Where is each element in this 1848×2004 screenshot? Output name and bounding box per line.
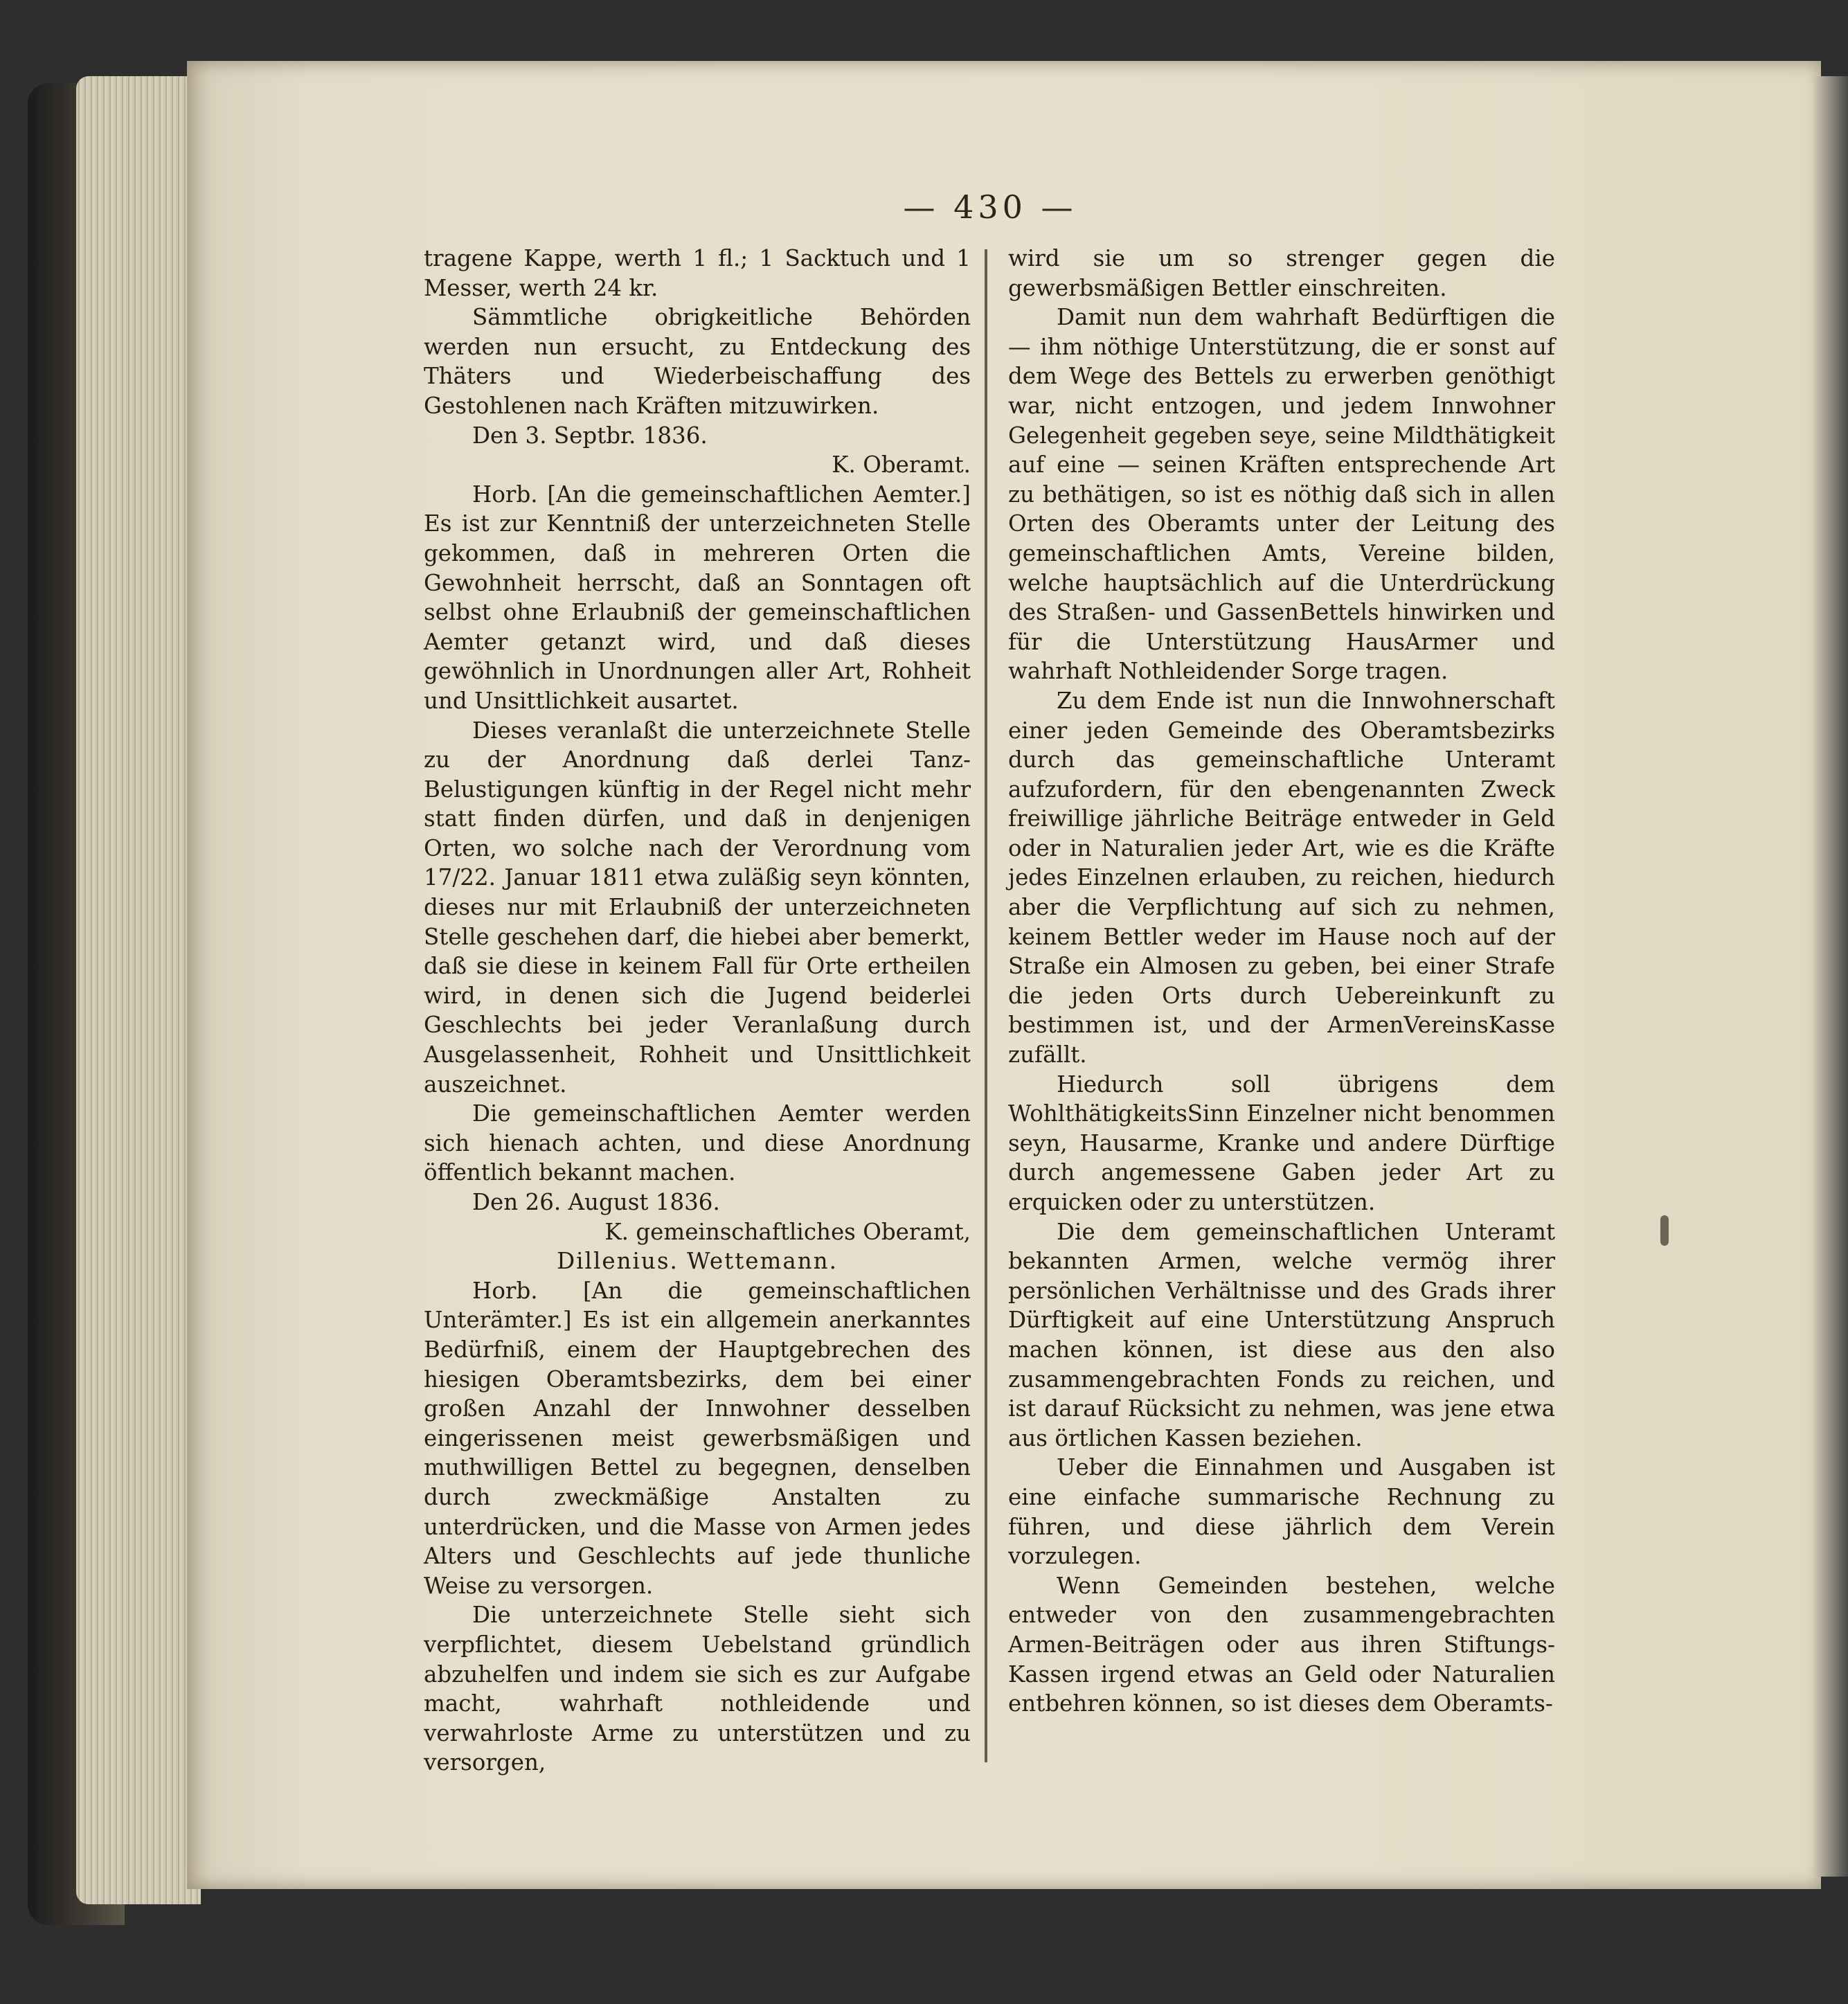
- paragraph: tragene Kappe, werth 1 fl.; 1 Sacktuch und 1 Messer, werth 24 kr.: [424, 245, 971, 301]
- column-divider: [985, 249, 987, 1762]
- page-edges: [76, 76, 201, 1904]
- paragraph: Dillenius. Wettemann.: [557, 1248, 838, 1275]
- paragraph: Hiedurch soll übrigens dem WohlthätigkeitsSinn Einzelner nicht benommen seyn, Hausarme, Kranke und andere Dürftige durch angemessene Gaben jeder Art zu erquicken oder zu unterstützen.: [1008, 1071, 1555, 1215]
- paragraph: K. gemeinschaftliches Oberamt,: [604, 1218, 971, 1245]
- left-column: [424, 244, 971, 1778]
- paragraph: Zu dem Ende ist nun die Innwohnerschaft einer jeden Gemeinde des Oberamtsbezirks durch das gemeinschaftliche Unteramt aufzufordern, für den ebengenannten Zweck freiwillige jährliche Beiträge entweder in Geld oder in Naturalien jeder Art, wie es die Kräfte jedes Einzelnen erlauben, zu reichen, hiedurch aber die Verpflichtung auf sich zu nehmen, keinem Bettler weder im Hause noch auf der Straße ein Almosen zu geben, bei einer Strafe die jeden Orts durch Uebereinkunft zu bestimmen ist, und der ArmenVereinsKasse zufällt.: [1008, 687, 1555, 1068]
- paragraph: Sämmtliche obrigkeitliche Behörden werden nun ersucht, zu Entdeckung des Thäters und Wiederbeischaffung des Gestohlenen nach Kräften mitzuwirken.: [424, 304, 971, 419]
- ink-smudge: [1660, 1215, 1669, 1246]
- paragraph: Die unterzeichnete Stelle sieht sich verpflichtet, diesem Uebelstand gründlich abzuhelfen und indem sie sich es zur Aufgabe macht, wahrhaft nothleidende und verwahrloste Arme zu unterstützen und zu versorgen,: [424, 1602, 971, 1776]
- paragraph: Horb. [An die gemeinschaftlichen Unterämter.] Es ist ein allgemein anerkanntes Bedürfniß, einem der Hauptgebrechen des hiesigen Oberamtsbezirks, dem bei einer großen Anzahl der Innwohner desselben eingerissenen meist gewerbsmäßigen und muthwilligen Bettel zu begegnen, denselben durch zweckmäßige Anstalten zu unterdrücken, und die Masse von Armen jedes Alters und Geschlechts auf jede thunliche Weise zu versorgen.: [424, 1277, 971, 1599]
- right-column: [1008, 244, 1555, 1719]
- paragraph: Die gemeinschaftlichen Aemter werden sich hienach achten, und diese Anordnung öffentlich bekannt machen.: [424, 1100, 971, 1186]
- paragraph: K. Oberamt.: [832, 451, 971, 478]
- paragraph: Horb. [An die gemeinschaftlichen Aemter.] Es ist zur Kenntniß der unterzeichneten Stelle gekommen, daß in mehreren Orten die Gewohnheit herrscht, daß an Sonntagen oft selbst ohne Erlaubniß der gemeinschaftlichen Aemter getanzt wird, und daß dieses gewöhnlich in Unordnungen aller Art, Rohheit und Unsittlichkeit ausartet.: [424, 481, 971, 714]
- paragraph: Den 26. August 1836.: [472, 1189, 720, 1215]
- paragraph: Die dem gemeinschaftlichen Unteramt bekannten Armen, welche vermög ihrer persönlichen Verhältnisse und des Grads ihrer Dürftigkeit auf eine Unterstützung Anspruch machen können, ist diese aus den also zusammengebrachten Fonds zu reichen, und ist darauf Rücksicht zu nehmen, was jene etwa aus örtlichen Kassen beziehen.: [1008, 1218, 1555, 1451]
- paragraph: Wenn Gemeinden bestehen, welche entweder von den zusammengebrachten Armen-Beiträgen oder aus ihren Stiftungs-Kassen irgend etwas an Geld oder Naturalien entbehren können, so ist dieses dem Oberamts-: [1008, 1572, 1555, 1717]
- paragraph: Dieses veranlaßt die unterzeichnete Stelle zu der Anordnung daß derlei Tanz-Belustigungen künftig in der Regel nicht mehr statt finden dürfen, und daß in denjenigen Orten, wo solche nach der Verordnung vom 17/22. Januar 1811 etwa zuläßig seyn könnten, dieses nur mit Erlaubniß der unterzeichneten Stelle geschehen darf, die hiebei aber bemerkt, daß sie diese in keinem Fall für Orte ertheilen wird, in denen sich die Jugend beiderlei Geschlechts bei jeder Veranlaßung durch Ausgelassenheit, Rohheit und Unsittlichkeit auszeichnet.: [424, 717, 971, 1098]
- page-right-edge: [1814, 76, 1848, 1877]
- paragraph: Ueber die Einnahmen und Ausgaben ist eine einfache summarische Rechnung zu führen, und diese jährlich dem Verein vorzulegen.: [1008, 1454, 1555, 1570]
- paragraph: Damit nun dem wahrhaft Bedürftigen die — ihm nöthige Unterstützung, die er sonst auf dem Wege des Bettels zu erwerben genöthigt war, nicht entzogen, und jedem Innwohner Gelegenheit gegeben seye, seine Mildthätigkeit auf eine — seinen Kräften entsprechende Art zu bethätigen, so ist es nöthig daß sich in allen Orten des Oberamts unter der Leitung des gemeinschaftlichen Amts, Vereine bilden, welche hauptsächlich auf die Unterdrückung des Straßen- und GassenBettels hinwirken und für die Unterstützung HausArmer und wahrhaft Nothleidender Sorge tragen.: [1008, 304, 1555, 685]
- paragraph: Den 3. Septbr. 1836.: [472, 422, 708, 449]
- paragraph: wird sie um so strenger gegen die gewerbsmäßigen Bettler einschreiten.: [1008, 245, 1555, 301]
- page-number: — 430 —: [903, 188, 1077, 226]
